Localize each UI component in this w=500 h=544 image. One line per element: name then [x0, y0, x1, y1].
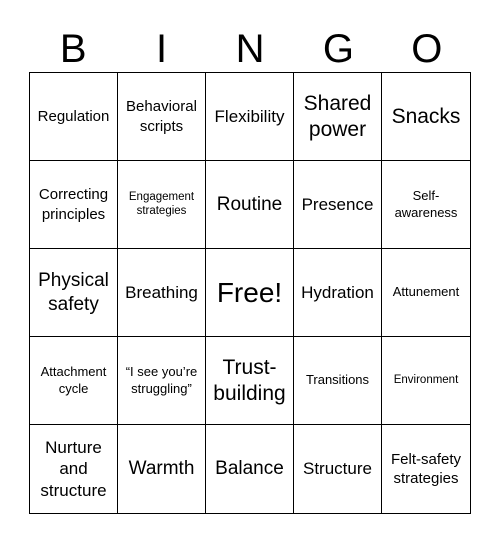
- bingo-cell[interactable]: Flexibility: [206, 73, 294, 161]
- bingo-cell-free[interactable]: Free!: [206, 249, 294, 337]
- header-letter-g: G: [322, 27, 354, 71]
- bingo-cell[interactable]: Self-awareness: [382, 161, 470, 249]
- bingo-cell[interactable]: Regulation: [30, 73, 118, 161]
- bingo-cell[interactable]: Environment: [382, 337, 470, 425]
- header-letter-i: I: [156, 27, 168, 71]
- bingo-cell[interactable]: “I see you’re struggling”: [118, 337, 206, 425]
- bingo-cell[interactable]: Physical safety: [30, 249, 118, 337]
- bingo-cell[interactable]: Correcting principles: [30, 161, 118, 249]
- bingo-card: [29, 72, 471, 514]
- header-letter-b: B: [59, 27, 87, 71]
- bingo-cell[interactable]: Engagement strategies: [118, 161, 206, 249]
- bingo-cell[interactable]: Balance: [206, 425, 294, 513]
- bingo-cell[interactable]: Felt-safety strategies: [390, 450, 462, 487]
- header-letter-o: O: [411, 27, 443, 71]
- bingo-cell[interactable]: Presence: [294, 161, 382, 249]
- bingo-cell[interactable]: Trust-building: [206, 337, 294, 425]
- bingo-cell[interactable]: Snacks: [382, 73, 470, 161]
- bingo-cell[interactable]: Attachment cycle: [30, 337, 118, 425]
- bingo-cell[interactable]: Routine: [206, 161, 294, 249]
- bingo-cell[interactable]: Shared power: [294, 73, 382, 161]
- bingo-cell[interactable]: Structure: [294, 425, 382, 513]
- bingo-cell[interactable]: Nurture and structure: [30, 425, 118, 513]
- bingo-cell[interactable]: Hydration: [294, 249, 382, 337]
- bingo-cell[interactable]: Behavioral scripts: [118, 73, 206, 161]
- bingo-header: [29, 26, 471, 72]
- bingo-cell[interactable]: Warmth: [118, 425, 206, 513]
- header-letter-n: N: [235, 27, 265, 71]
- bingo-cell[interactable]: Transitions: [294, 337, 382, 425]
- bingo-cell[interactable]: Breathing: [118, 249, 206, 337]
- bingo-cell[interactable]: Attunement: [382, 249, 470, 337]
